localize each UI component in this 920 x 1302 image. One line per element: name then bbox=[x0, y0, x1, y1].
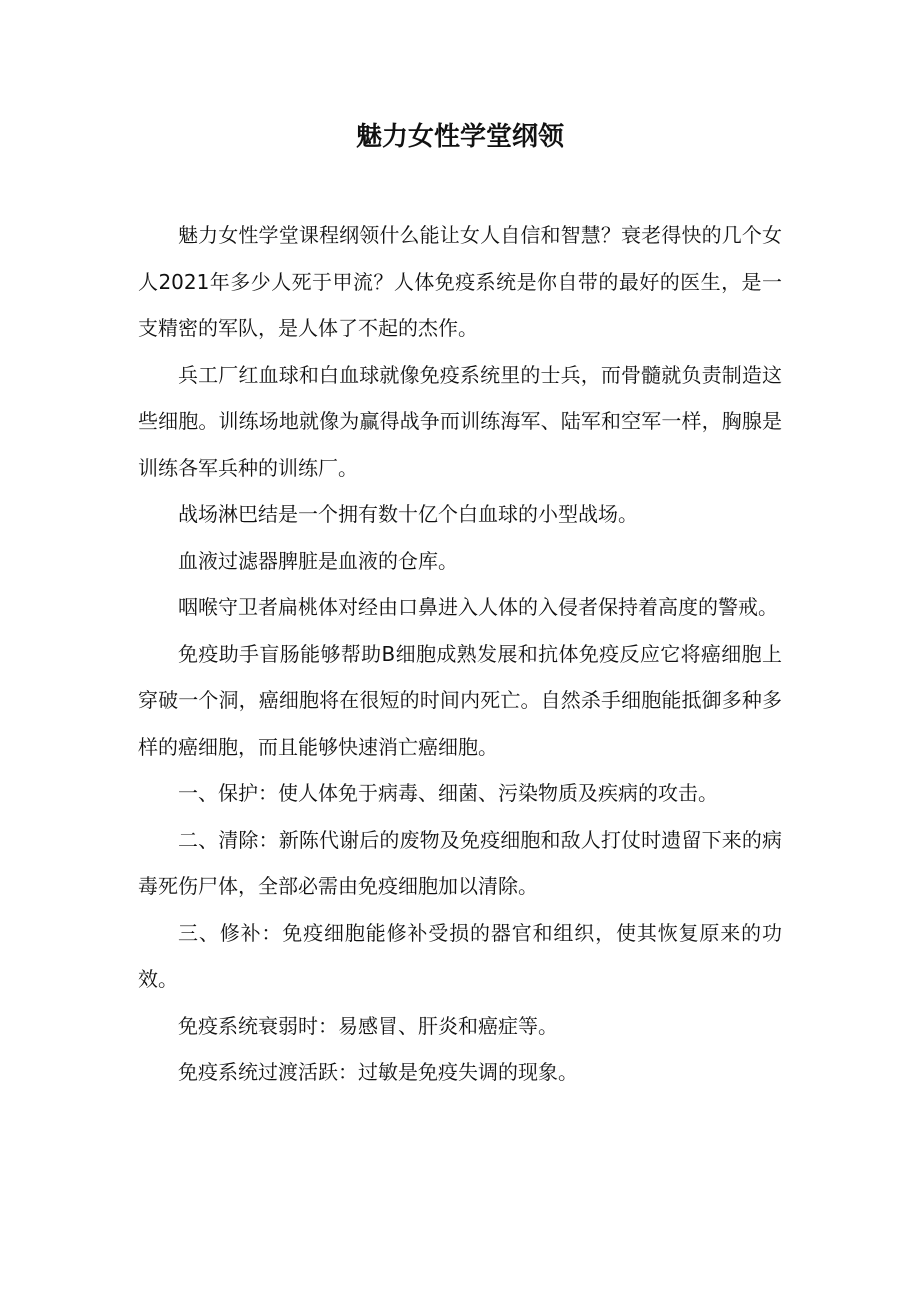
paragraph-lymph-nodes: 战场淋巴结是一个拥有数十亿个白血球的小型战场。 bbox=[178, 502, 638, 526]
paragraph-weak-immunity: 免疫系统衰弱时：易感冒、肝炎和癌症等。 bbox=[178, 1013, 558, 1038]
paragraph-intro: 魅力女性学堂课程纲领什么能让女人自信和智慧？衰老得快的几个女人2021年多少人死于甲流？人体免疫系统是你自带的最好的医生，是一支精密的军队，是人体了不起的杰作。 bbox=[138, 223, 782, 340]
paragraph-protect: 一、保护：使人体免于病毒、细菌、污染物质及疾病的攻击。 bbox=[178, 781, 718, 805]
paragraph-spleen: 血液过滤器脾脏是血液的仓库。 bbox=[178, 548, 458, 573]
paragraph-repair: 三、修补：免疫细胞能修补受损的器官和组织，使其恢复原来的功效。 bbox=[138, 920, 782, 991]
paragraph-appendix: 免疫助手盲肠能够帮助B细胞成熟发展和抗体免疫反应它将癌细胞上穿破一个洞，癌细胞将在很短的时间内死亡。自然杀手细胞能抵御多种多样的癌细胞，而且能够快速消亡癌细胞。 bbox=[138, 641, 782, 759]
paragraph-overactive-immunity: 免疫系统过渡活跃：过敏是免疫失调的现象。 bbox=[178, 1060, 578, 1084]
paragraph-arsenal: 兵工厂红血球和白血球就像免疫系统里的士兵，而骨髓就负责制造这些细胞。训练场地就像为赢得战争而训练海军、陆军和空军一样，胸腺是训练各军兵种的训练厂。 bbox=[138, 362, 782, 480]
paragraph-tonsils: 咽喉守卫者扁桃体对经由口鼻进入人体的入侵者保持着高度的警戒。 bbox=[178, 595, 778, 619]
paragraph-clear: 二、清除：新陈代谢后的废物及免疫细胞和敌人打仗时遗留下来的病毒死伤尸体，全部必需由免疫细胞加以清除。 bbox=[138, 827, 782, 898]
document-body bbox=[138, 212, 782, 1096]
document-title: 魅力女性学堂纲领 bbox=[355, 122, 564, 152]
